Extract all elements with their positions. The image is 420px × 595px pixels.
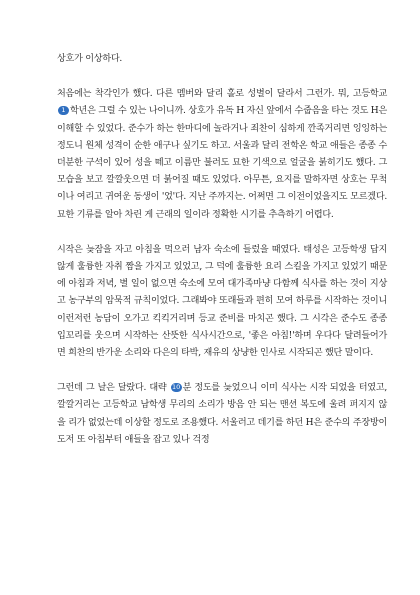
paragraph-1-text-b: 학년은 그럴 수 있는 나이니까. 상호가 유독 H 자신 앞에서 수줍음을 타는 것도 H은 이해할 수 있었다. 준수가 하는 한마디에 놀라거나 죄찬이 심하게 깐족거리면 잉잉하는 정도니 원체 성격이 순한 애구나 싶기도 하고. 서울과 달리 전학온 학교 애들은 종종 수더분한 구석이 있어 성을 떼고 이름만 불러도 묘한 기색으로 얼굴을 붉히기도 했다. 그 모습을 보고 깔깔웃으면 더 붉어질 때도 있었다. 아무튼, 요지를 말하자면 상호는 무척이나 여리고 귀여운 동생이 '었'다. 지난 주까지는. 어쩌면 그 이전이었을지도 모르겠다. 묘한 기류를 알아 차린 게 근래의 일이라 정확한 시기를 추측하기 어렵다. (57, 106, 387, 220)
paragraph-3-text-b: 분 정도를 늦었으니 이미 식사는 시작 되었을 터였고, 깔깔거리는 고등학교 남학생 무리의 소리가 방음 안 되는 맨션 복도에 울려 퍼지지 않을 리가 없었는데 이상할 정도로 조용했다. 서울러고 데기를 하던 H은 준수의 주장방이 도저 또 아침부터 애들을 잡고 있나 걱정 (57, 383, 387, 445)
opening-line: 상호가 이상하다. (57, 54, 123, 64)
number-badge: 10 (171, 383, 181, 392)
paragraph-3-text-a: 그런데 그 날은 달랐다. 대략 (57, 383, 170, 394)
number-badge: 1 (58, 106, 69, 115)
paragraph-3 (57, 380, 387, 449)
paragraph-2: 시작은 늦잠을 자고 아침을 먹으러 남자 숙소에 들렀을 때였다. 태성은 고등학생 답지 않게 훌륭한 자취 짬을 가지고 있었고, 그 덕에 훌륭한 요리 스킬을 가지고 있었기 때문에 아침과 저녁, 별 일이 없으면 숙소에 모여 대가족마냥 다함께 식사를 하는 것이 지상고 농구부의 암묵적 규칙이었다. 그래봐야 또래들과 편히 모여 하루를 시작하는 것이니 이런저런 농담이 오가고 킥킥거리며 등교 준비를 마치곤 했다. 그 시각은 준수도 종종 입꼬리를 웃으며 시작하는 산뜻한 식사시간으로, '좋은 아침!'하며 우다다 달려들어가면 희찬의 반가운 소리와 다은의 타박, 재유의 상냥한 인사로 시작되곤 했단 말이다. (57, 244, 387, 359)
paragraph-1-text-a: 처음에는 착각인가 했다. 다른 멤버와 달리 홀로 성별이 달라서 그런가. 뭐, 고등학교 (57, 89, 387, 100)
paragraph-1 (57, 86, 387, 224)
